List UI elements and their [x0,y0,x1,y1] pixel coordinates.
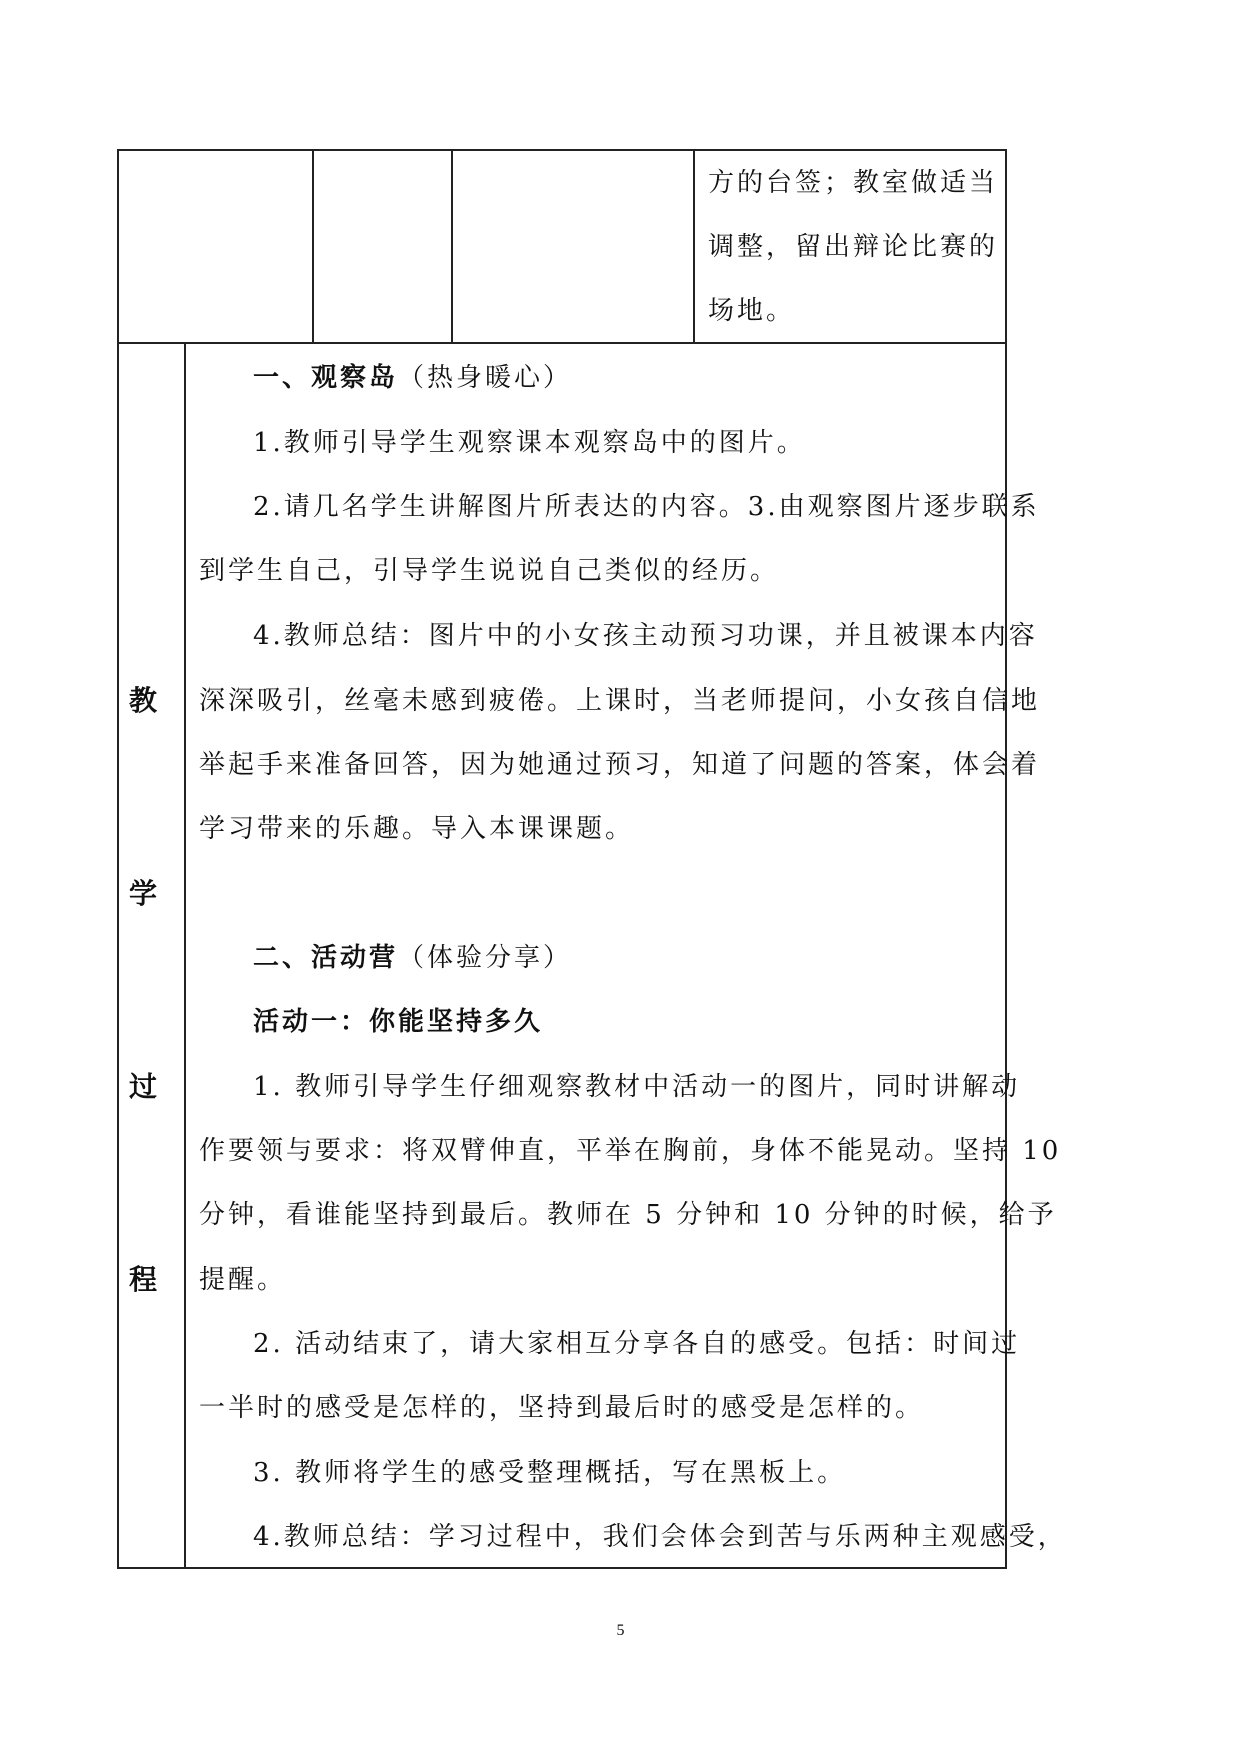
page-number: 5 [616,1622,625,1639]
top-row-cell-line-3: 场地。 [708,296,796,326]
top-row-cell-line-2: 调整，留出辩论比赛的 [708,232,999,262]
heading-activity-camp [253,941,572,975]
heading-observation-title: 一、观察岛 [253,363,399,393]
paragraph-4-line-2: 深深吸引，丝毫未感到疲倦。上课时，当老师提问，小女孩自信地 [199,686,1041,716]
activity-step-3-line-1: 3. 教师将学生的感受整理概括，写在黑板上。 [253,1458,847,1488]
activity-step-1-line-4: 提醒。 [199,1265,287,1295]
top-row-divider-3 [693,149,695,344]
activity-step-2-line-2: 一半时的感受是怎样的，坚持到最后时的感受是怎样的。 [199,1393,925,1423]
heading-activity-camp-title: 二、活动营 [253,943,399,973]
paragraph-2-line-2: 到学生自己，引导学生说说自己类似的经历。 [199,556,780,586]
paragraph-2-line-1: 2.请几名学生讲解图片所表达的内容。3.由观察图片逐步联系 [253,492,1040,522]
top-row-divider-1 [312,149,314,344]
activity-step-1-line-2: 作要领与要求：将双臂伸直，平举在胸前，身体不能晃动。坚持 10 [199,1136,1062,1166]
activity-step-2-line-1: 2. 活动结束了，请大家相互分享各自的感受。包括：时间过 [253,1329,1021,1359]
paragraph-4-line-1: 4.教师总结：图片中的小女孩主动预习功课，并且被课本内容 [253,621,1038,651]
section-label-char-3: 过 [128,1070,157,1103]
activity-step-4-line-1: 4.教师总结：学习过程中，我们会体会到苦与乐两种主观感受， [253,1522,1067,1552]
top-row-cell-line-1: 方的台签；教室做适当 [708,168,999,198]
activity-step-1-line-3: 分钟，看谁能坚持到最后。教师在 5 分钟和 10 分钟的时候，给予 [199,1200,1057,1230]
paragraph-4-line-3: 举起手来准备回答，因为她通过预习，知道了问题的答案，体会着 [199,750,1041,780]
paragraph-1: 1.教师引导学生观察课本观察岛中的图片。 [253,428,806,458]
paragraph-4-line-4: 学习带来的乐趣。导入本课课题。 [199,814,635,844]
table-left-border [117,149,119,1569]
section-label-char-2: 学 [128,877,157,910]
heading-observation [253,361,572,395]
label-column-divider [184,342,186,1569]
row-divider [117,342,1007,344]
heading-observation-paren: （热身暖心） [398,363,573,393]
activity-step-1-line-1: 1. 教师引导学生仔细观察教材中活动一的图片，同时讲解动 [253,1072,1021,1102]
section-label-char-4: 程 [128,1263,157,1296]
heading-activity-camp-paren: （体验分享） [398,943,573,973]
section-label-char-1: 教 [128,684,157,717]
heading-activity-one: 活动一：你能坚持多久 [253,1007,544,1037]
table-bottom-border [117,1567,1007,1569]
top-row-divider-2 [451,149,453,344]
